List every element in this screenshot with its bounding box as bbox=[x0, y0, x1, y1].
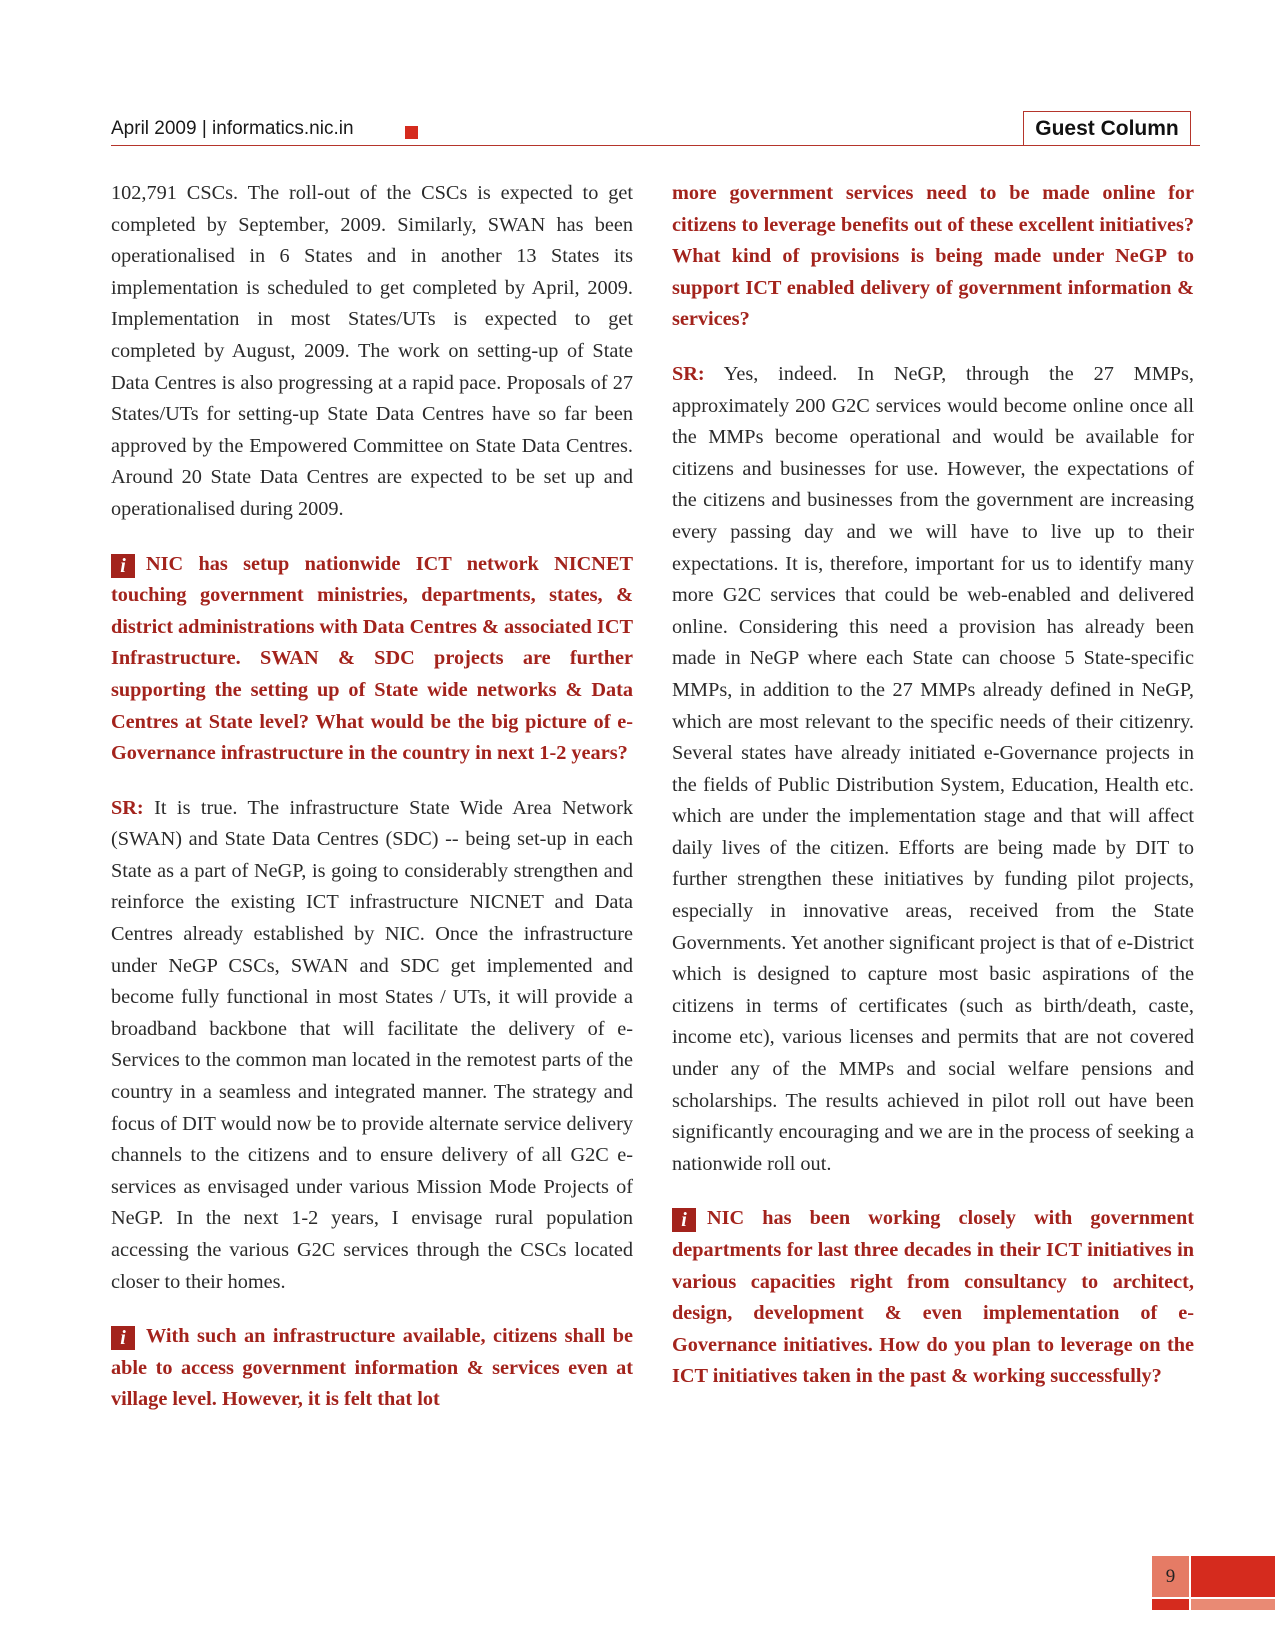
right-column bbox=[672, 178, 1194, 1393]
question-text: NIC has setup nationwide ICT network NICNET touching government ministries, departments, states, & district administrations with Data Centres & associated ICT Infrastructure. SWAN & SDC projects are further supporting the setting up of State wide networks & Data Centres at State level? What would be the big picture of e-Governance infrastructure in the country in next 1-2 years? bbox=[111, 552, 633, 765]
info-icon: i bbox=[111, 1326, 135, 1350]
answer-text: It is true. The infrastructure State Wide Area Network (SWAN) and State Data Centres (SDC) -- being set-up in each State as a part of NeGP, is going to considerably strengthen and reinforce the existing ICT infrastructure NICNET and Data Centres already established by NIC. Once the infrastructure under NeGP CSCs, SWAN and SDC get implemented and become fully functional in most States / UTs, it will provide a broadband backbone that will facilitate the delivery of e-Services to the common man located in the remotest parts of the country in a seamless and integrated manner. The strategy and focus of DIT would now be to provide alternate service delivery channels to the citizens and to ensure delivery of all G2C e-services as envisaged under various Mission Mode Projects of NeGP. In the next 1-2 years, I envisage rural population accessing the various G2C services through the CSCs located closer to their homes. bbox=[111, 796, 633, 1293]
section-label: Guest Column bbox=[1023, 111, 1191, 145]
answer-text: Yes, indeed. In NeGP, through the 27 MMPs, approximately 200 G2C services would become online once all the MMPs become operational and would be available for citizens and businesses for use. However, the expectations of the citizens and businesses from the government are increasing every passing day and we will have to live up to their expectations. It is, therefore, important for us to identify many more G2C services that could be web-enabled and delivered online. Considering this need a provision has already been made in NeGP where each State can choose 5 State-specific MMPs, in addition to the 27 MMPs already defined in NeGP, which are most relevant to the specific needs of their citizenry. Several states have already initiated e-Governance projects in the fields of Public Distribution System, Education, Health etc. which are under the implementation stage and that will affect daily lives of the citizen. Efforts are being made by DIT to further strengthen these initiatives by funding pilot projects, especially in innovative areas, received from the State Governments. Yet another significant project is that of e-District which is designed to capture most basic aspirations of the citizens in terms of certificates (such as birth/death, caste, income etc), various licenses and permits that are not covered under any of the MMPs and social welfare pensions and scholarships. The results achieved in pilot roll out have been significantly encouraging and we are in the process of seeking a nationwide roll out. bbox=[672, 362, 1194, 1175]
header-square-marker bbox=[405, 126, 418, 139]
question bbox=[111, 549, 633, 770]
page-number: 9 bbox=[1165, 1566, 1176, 1587]
question bbox=[672, 1203, 1194, 1393]
page-corner-strip bbox=[1152, 1599, 1189, 1610]
left-column bbox=[111, 178, 633, 1416]
question-text: NIC has been working closely with government departments for last three decades in their ICT initiatives in various capacities right from consultancy to architect, design, development & even implementation of e-Governance initiatives. How do you plan to leverage on the ICT initiatives taken in the past & working successfully? bbox=[672, 1207, 1194, 1388]
page-corner-strip bbox=[1191, 1599, 1275, 1610]
answer bbox=[672, 359, 1194, 1180]
question-continued: more government services need to be made online for citizens to leverage benefits out of these excellent initiatives? What kind of provisions is being made under NeGP to support ICT enabled delivery of government information & services? bbox=[672, 182, 1194, 331]
question-text: With such an infrastructure available, citizens shall be able to access government information & services even at village level. However, it is felt that lot bbox=[111, 1325, 633, 1411]
speaker-label: SR: bbox=[111, 796, 144, 819]
paragraph: 102,791 CSCs. The roll-out of the CSCs is expected to get completed by September, 2009. Similarly, SWAN has been operationalised in 6 States and in another 13 States its implementation is scheduled to get completed by April, 2009. Implementation in most States/UTs is expected to get completed by August, 2009. The work on setting-up of State Data Centres is also progressing at a rapid pace. Proposals of 27 States/UTs for setting-up State Data Centres have so far been approved by the Empowered Committee on State Data Centres. Around 20 State Data Centres are expected to be set up and operationalised during 2009. bbox=[111, 182, 633, 520]
answer bbox=[111, 793, 633, 1299]
question bbox=[111, 1321, 633, 1416]
page-corner-block bbox=[1191, 1556, 1275, 1597]
info-icon: i bbox=[672, 1208, 696, 1232]
info-icon: i bbox=[111, 554, 135, 578]
header-left-text: April 2009 | informatics.nic.in bbox=[111, 118, 354, 139]
speaker-label: SR: bbox=[672, 362, 705, 385]
